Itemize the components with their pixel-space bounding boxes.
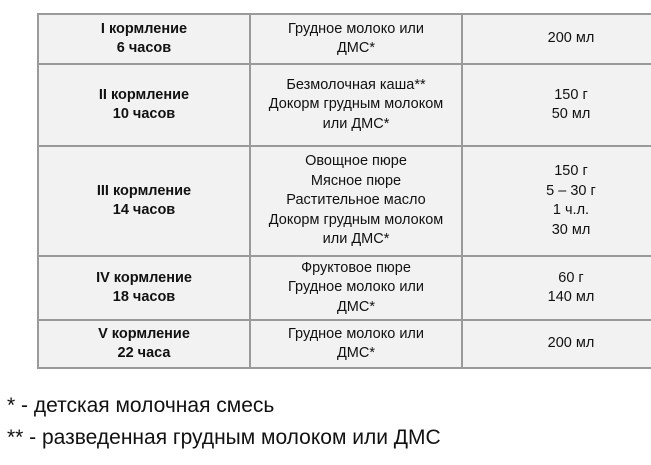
feeding-schedule-table (37, 13, 651, 369)
table-row (38, 14, 651, 64)
amount-line: 150 г (554, 163, 588, 179)
food-line: Докорм грудным молоком (268, 96, 444, 113)
food-line: Грудное молоко или (288, 279, 424, 296)
amount-line: 50 мл (551, 106, 591, 122)
table-row (38, 320, 651, 368)
food-line: ДМС* (336, 345, 375, 361)
amount-line: 30 мл (551, 221, 591, 238)
table-row (38, 64, 651, 146)
footnote-single-asterisk: * - детская молочная смесь (7, 394, 275, 417)
food-cell (250, 320, 462, 368)
feeding-number: II кормление (98, 86, 190, 103)
amount-line: 200 мл (547, 30, 595, 47)
food-line: Грудное молоко или (288, 325, 424, 342)
feeding-cell (38, 320, 250, 368)
food-line: или ДМС* (322, 115, 390, 132)
feeding-number: I кормление (100, 20, 188, 37)
food-line: Мясное пюре (310, 172, 402, 189)
food-line: Овощное пюре (305, 153, 407, 170)
food-cell (250, 64, 462, 146)
feeding-cell (38, 256, 250, 320)
feeding-time: 18 часов (112, 289, 176, 305)
food-cell (250, 14, 462, 64)
table-row (38, 146, 651, 256)
food-line: Безмолочная каша** (286, 76, 426, 93)
food-cell (250, 146, 462, 256)
feeding-time: 6 часов (116, 40, 172, 56)
amount-cell (462, 146, 651, 256)
amount-line: 60 г (558, 269, 584, 286)
amount-cell (462, 320, 651, 368)
feeding-time: 14 часов (112, 202, 176, 218)
food-line: Докорм грудным молоком (268, 211, 444, 228)
food-cell (250, 256, 462, 320)
feeding-cell (38, 146, 250, 256)
amount-line: 5 – 30 г (546, 182, 596, 199)
feeding-time: 10 часов (112, 106, 176, 122)
food-line: Фруктовое пюре (301, 259, 411, 276)
amount-line: 200 мл (547, 335, 595, 352)
food-line: ДМС* (336, 40, 375, 56)
footnotes (7, 390, 441, 454)
amount-line: 150 г (554, 86, 588, 103)
food-line: Грудное молоко или (288, 20, 424, 37)
food-line: ДМС* (336, 298, 375, 315)
amount-line: 140 мл (547, 289, 595, 305)
food-line: Растительное масло (286, 192, 426, 209)
feeding-cell (38, 14, 250, 64)
amount-cell (462, 256, 651, 320)
feeding-cell (38, 64, 250, 146)
feeding-number: IV кормление (96, 269, 192, 286)
footnote-double-asterisk: ** - разведенная грудным молоком или ДМС (7, 426, 441, 449)
feeding-number: III кормление (96, 182, 192, 199)
amount-cell (462, 14, 651, 64)
feeding-number: V кормление (98, 325, 190, 342)
amount-cell (462, 64, 651, 146)
table-row (38, 256, 651, 320)
food-line: или ДМС* (322, 231, 390, 248)
amount-line: 1 ч.л. (552, 202, 590, 218)
feeding-time: 22 часа (117, 345, 171, 361)
